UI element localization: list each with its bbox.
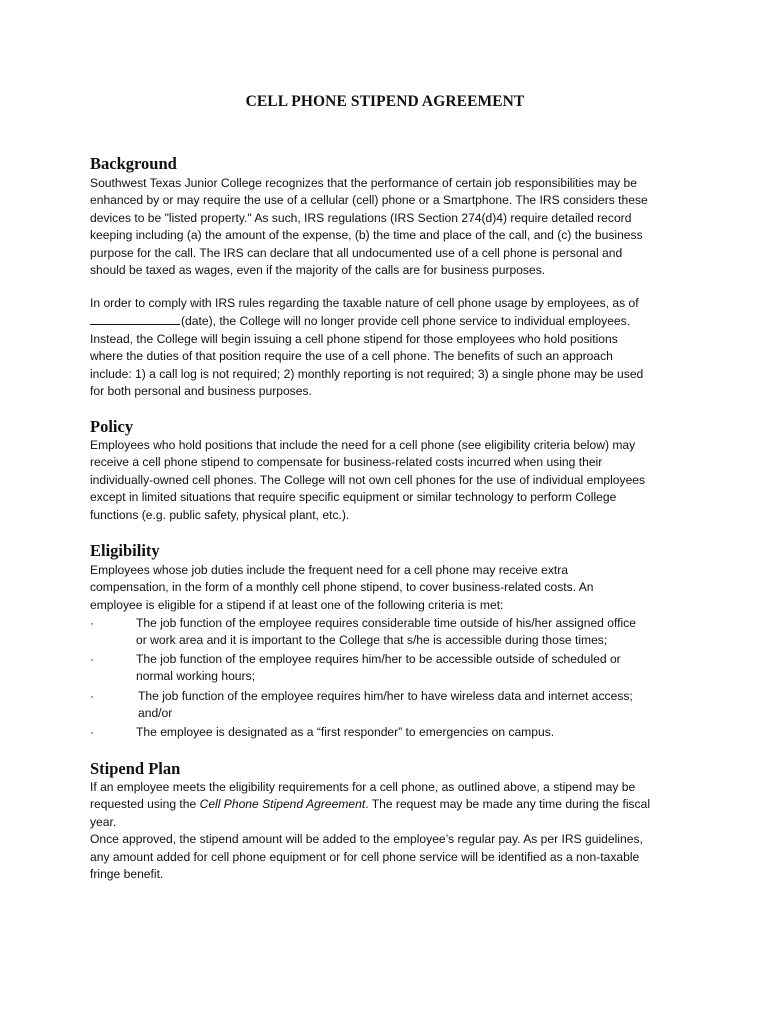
eligibility-intro <box>90 562 690 614</box>
text-line: or work area and it is important to the College that s/he is accessible during those times; <box>136 633 608 648</box>
text-line: purpose for the call. The IRS can declare that all undocumented use of a cell phone is personal and <box>90 245 623 260</box>
text-line: employee is eligible for a stipend if at least one of the following criteria is met: <box>90 597 504 612</box>
criteria-text <box>138 688 633 723</box>
bullet-icon: · <box>90 652 94 666</box>
eligibility-heading: Eligibility <box>90 541 160 560</box>
stipend-plan-heading: Stipend Plan <box>90 759 181 778</box>
background-paragraph-1 <box>90 175 690 279</box>
text-line: Employees who hold positions that include the need for a cell phone (see eligibility criteria below) may <box>90 438 636 452</box>
text-fragment: . The request may be made any time during the fiscal <box>365 797 651 812</box>
text-line: devices to be "listed property." As such, IRS regulations (IRS Section 274(d)4) require detailed record <box>90 210 632 225</box>
criteria-text <box>136 651 621 686</box>
bullet-icon: · <box>90 689 94 703</box>
background-heading: Background <box>90 154 177 173</box>
bullet-icon: · <box>90 616 94 630</box>
text-line: any amount added for cell phone equipment or for cell phone service will be identified as a non-taxable <box>90 849 640 864</box>
policy-heading: Policy <box>90 417 134 436</box>
text-line <box>90 796 690 813</box>
text-fragment: requested using the <box>90 797 200 812</box>
text-line: Instead, the College will begin issuing a cell phone stipend for those employees who hold positions <box>90 331 618 346</box>
text-line: The job function of the employee requires him/her to be accessible outside of scheduled or <box>136 652 621 666</box>
bullet-icon: · <box>90 725 94 739</box>
text-line: except in limited situations that require specific equipment or similar technology to perform College <box>90 490 617 505</box>
text-line: where the duties of that position require the use of a cell phone. The benefits of such an approach <box>90 349 613 364</box>
text-fragment: (date), the College will no longer provide cell phone service to individual employees. <box>181 314 631 329</box>
text-line: If an employee meets the eligibility requirements for a cell phone, as outlined above, a stipend may be <box>90 780 636 794</box>
text-line: In order to comply with IRS rules regarding the taxable nature of cell phone usage by employees, as of <box>90 296 639 310</box>
text-line: Employees whose job duties include the frequent need for a cell phone may receive extra <box>90 563 568 577</box>
text-line: enhanced by or may require the use of a cellular (cell) phone or a Smartphone. The IRS considers these <box>90 193 648 208</box>
text-line: compensation, in the form of a monthly cell phone stipend, to cover business-related costs. An <box>90 580 594 595</box>
text-line: individually-owned cell phones. The College will not own cell phones for the use of individual employees <box>90 472 646 487</box>
text-line: The employee is designated as a “first responder” to emergencies on campus. <box>136 725 555 739</box>
text-line: The job function of the employee requires him/her to have wireless data and internet access; <box>138 689 633 703</box>
text-line: functions (e.g. public safety, physical plant, etc.). <box>90 507 350 522</box>
text-line: include: 1) a call log is not required; 2) monthly reporting is not required; 3) a single phone may be used <box>90 366 644 381</box>
text-line: fringe benefit. <box>90 867 164 882</box>
text-line: normal working hours; <box>136 669 255 684</box>
text-line: receive a cell phone stipend to compensate for business-related costs incurred when using their <box>90 455 603 470</box>
background-paragraph-2 <box>90 295 690 400</box>
text-line: Once approved, the stipend amount will be added to the employee’s regular pay. As per IRS guidelines, <box>90 832 643 847</box>
text-line: for both personal and business purposes. <box>90 384 312 399</box>
text-line: should be taxed as wages, even if the majority of the calls are for business purposes. <box>90 263 546 278</box>
policy-paragraph <box>90 437 690 524</box>
stipend-plan-paragraph <box>90 779 690 883</box>
document-title: CELL PHONE STIPEND AGREEMENT <box>245 93 525 110</box>
criteria-text <box>136 724 554 741</box>
text-line: and/or <box>138 706 173 721</box>
text-line: year. <box>90 814 117 829</box>
text-line: keeping including (a) the amount of the expense, (b) the time and place of the call, and (c) the business <box>90 228 643 243</box>
text-line: Southwest Texas Junior College recognizes that the performance of certain job responsibilities may be <box>90 176 637 190</box>
text-line <box>90 312 690 330</box>
date-blank-field[interactable] <box>90 312 180 325</box>
agreement-title-reference: Cell Phone Stipend Agreement <box>199 797 366 812</box>
text-line: The job function of the employee requires considerable time outside of his/her assigned office <box>136 616 636 630</box>
criteria-text <box>136 615 636 650</box>
